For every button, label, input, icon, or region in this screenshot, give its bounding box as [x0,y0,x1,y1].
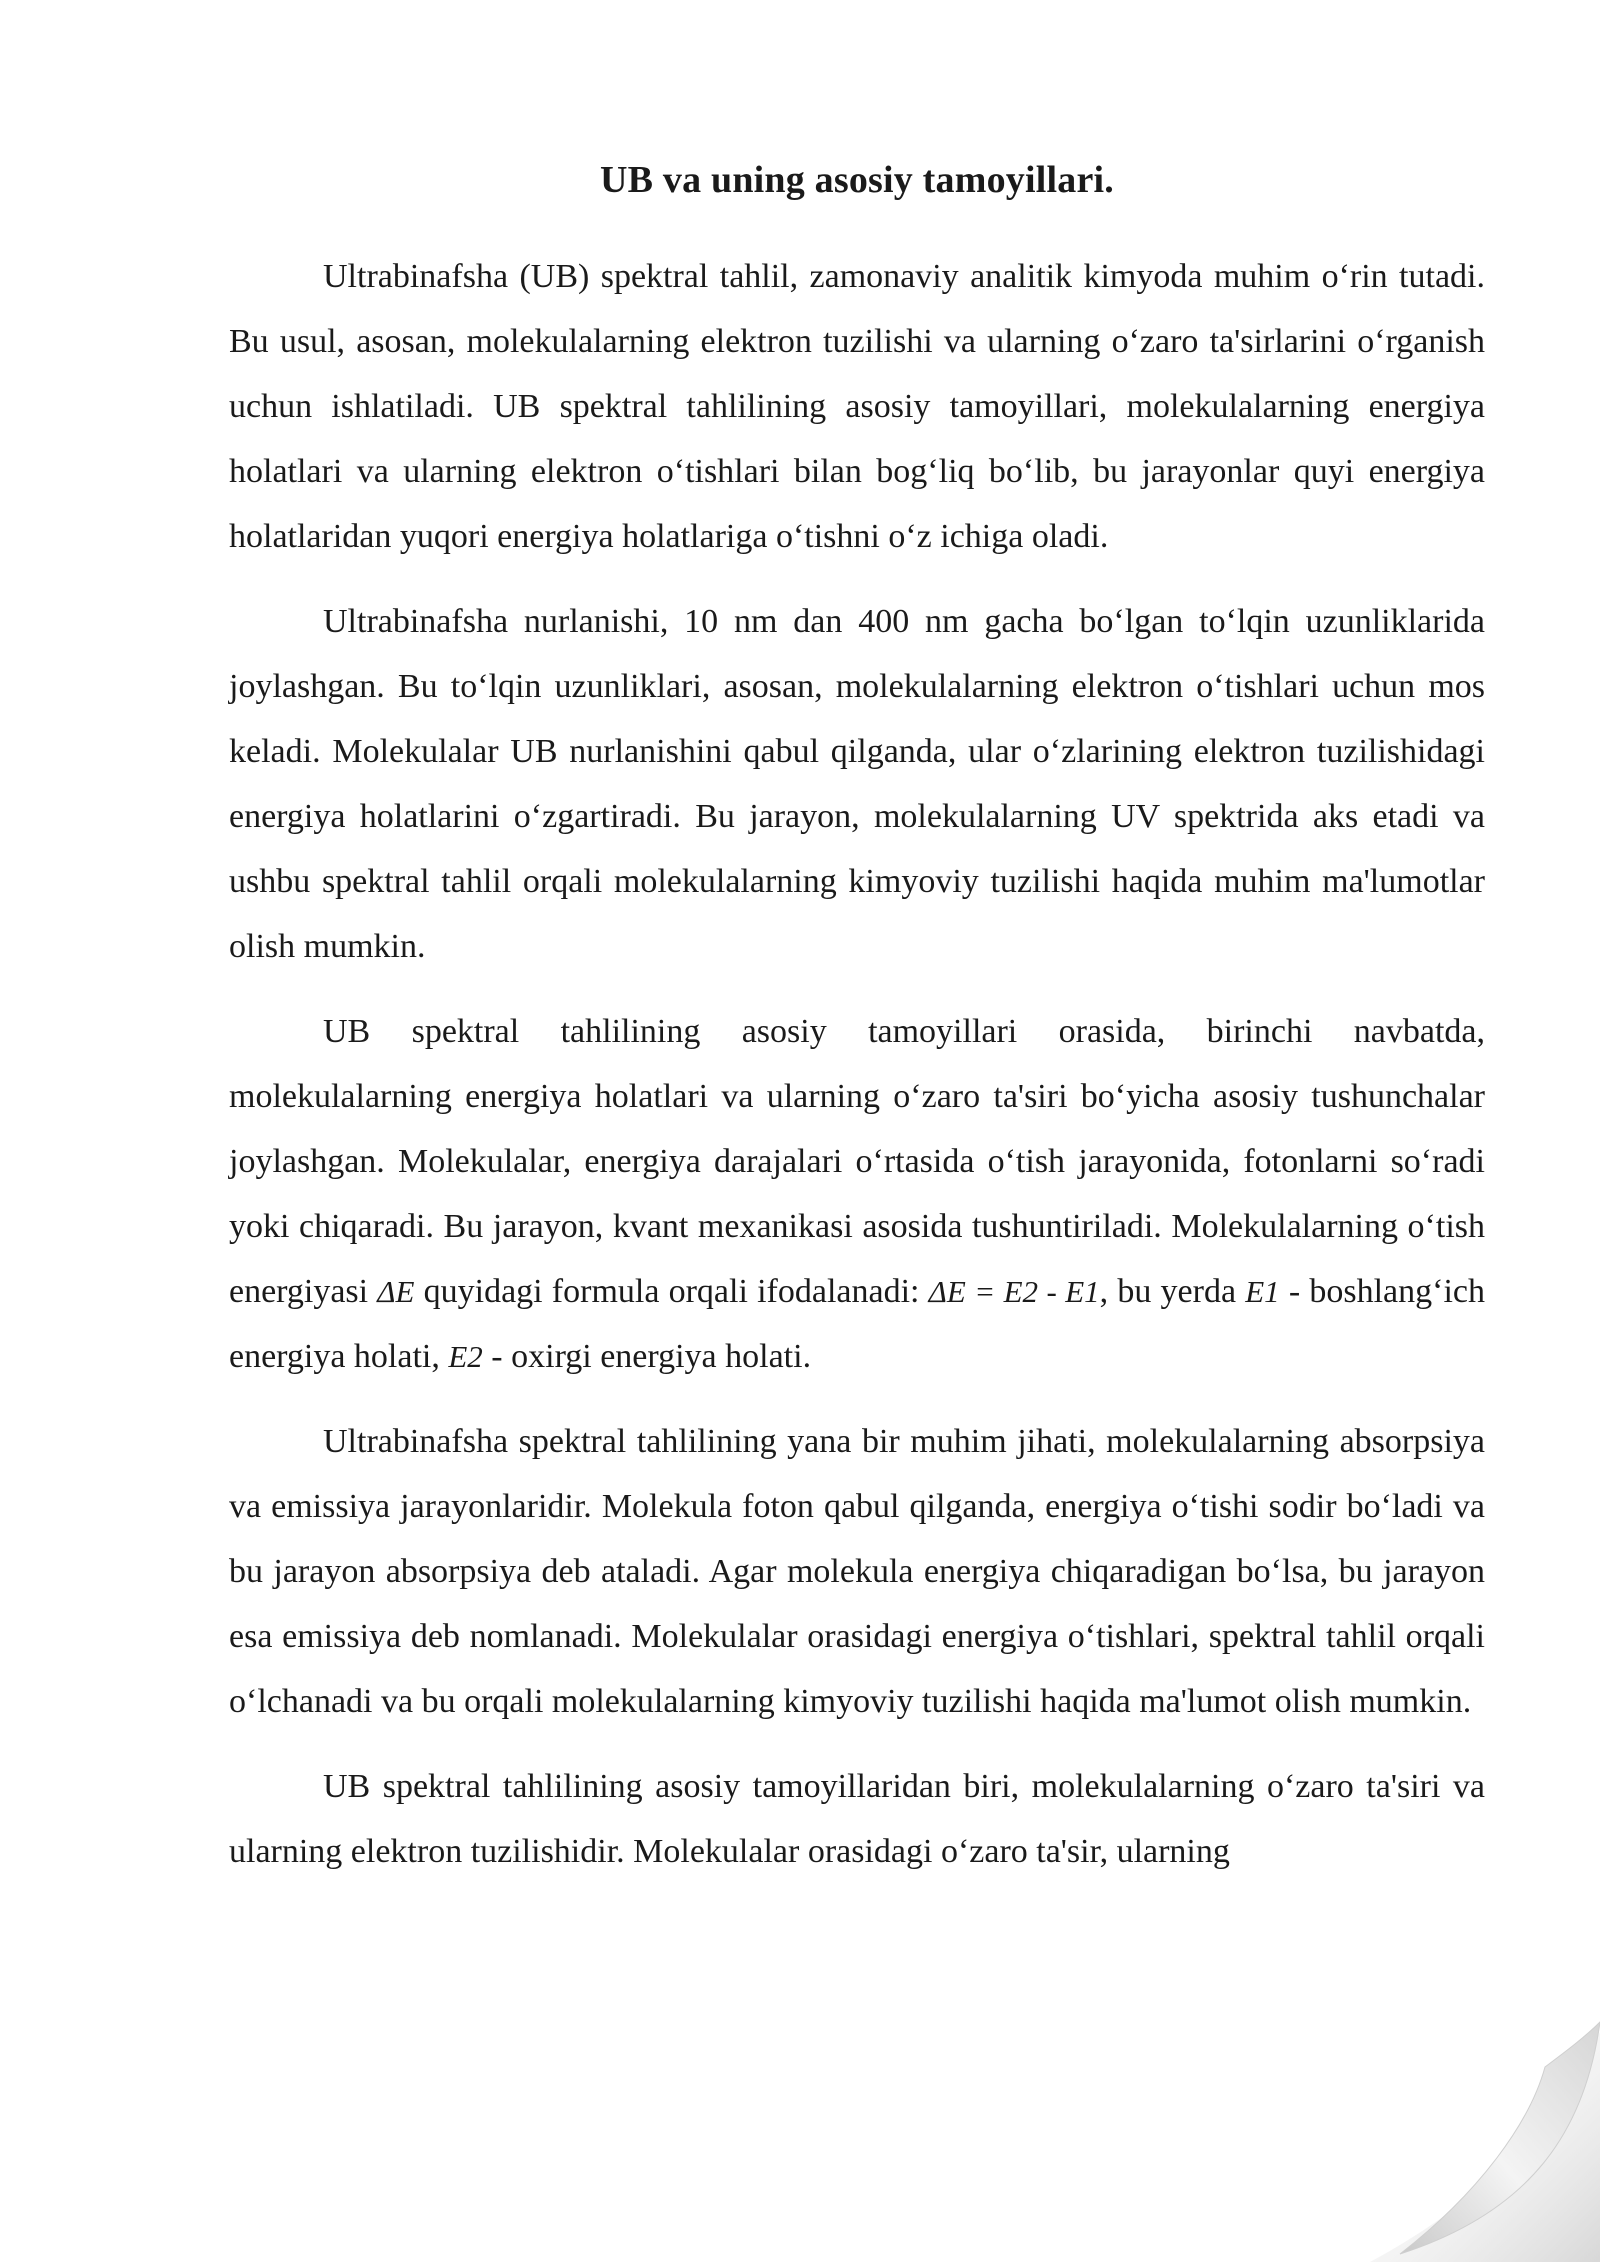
paragraph-3-text-d: - boshlang‘ich energiya holati, [229,1273,1486,1375]
paragraph-2: Ultrabinafsha nurlanishi, 10 nm dan 400 nm gacha bo‘lgan to‘lqin uzunliklarida joylashgan. Bu to‘lqin uzunliklari, asosan, molekulalarning elektron o‘tishlari uchun mos keladi. Molekulalar UB nurlanishini qabul qilganda, ular o‘zlarining elektron tuzilishidagi energiya holatlarini o‘zgartiradi. Bu jarayon, molekulalarning UV spektrida aks etadi va ushbu spektral tahlil orqali molekulalarning kimyoviy tuzilishi haqida muhim ma'lumotlar olish mumkin. [229,603,1485,965]
paragraph-3 [229,999,1485,1389]
paragraph-5: UB spektral tahlilining asosiy tamoyillaridan biri, molekulalarning o‘zaro ta'siri va ularning elektron tuzilishidir. Molekulalar orasidagi o‘zaro ta'sir, ularning [229,1768,1485,1870]
document-title: UB va uning asosiy tamoyillari. [600,159,1114,201]
paragraph-3-text-a: UB spektral tahlilining asosiy tamoyillari orasida, birinchi navbatda, molekulalarning energiya holatlari va ularning o‘zaro ta'siri bo‘yicha asosiy tushunchalar joylashgan. Molekulalar, energiya darajalari o‘rtasida o‘tish jarayonida, fotonlarni so‘radi yoki chiqaradi. Bu jarayon, kvant mexanikasi asosida tushuntiriladi. Molekulalarning o‘tish energiyasi [229,1013,1485,1310]
paragraph-4: Ultrabinafsha spektral tahlilining yana bir muhim jihati, molekulalarning absorpsiya va emissiya jarayonlaridir. Molekula foton qabul qilganda, energiya o‘tishi sodir bo‘ladi va bu jarayon absorpsiya deb ataladi. Agar molekula energiya chiqaradigan bo‘lsa, bu jarayon esa emissiya deb nomlanadi. Molekulalar orasidagi energiya o‘tishlari, spektral tahlil orqali o‘lchanadi va bu orqali molekulalarning kimyoviy tuzilishi haqida ma'lumot olish mumkin. [229,1423,1485,1720]
math-delta-e: ΔE [377,1274,415,1309]
math-e2: E2 [448,1339,483,1374]
math-formula: ΔE = E2 - E1 [928,1274,1100,1309]
paragraph-3-text-e: - oxirgi energiya holati. [482,1338,812,1375]
page-curl-decoration [1300,1962,1600,2262]
document-body [229,150,1485,1904]
paragraph-3-text-c: , bu yerda [1099,1273,1246,1310]
paragraph-3-text-b: quyidagi formula orqali ifodalanadi: [414,1273,929,1310]
math-e1: E1 [1245,1274,1280,1309]
paragraph-1: Ultrabinafsha (UB) spektral tahlil, zamonaviy analitik kimyoda muhim o‘rin tutadi. Bu usul, asosan, molekulalarning elektron tuzilishi va ularning o‘zaro ta'sirlarini o‘rganish uchun ishlatiladi. UB spektral tahlilining asosiy tamoyillari, molekulalarning energiya holatlari va ularning elektron o‘tishlari bilan bog‘liq bo‘lib, bu jarayonlar quyi energiya holatlaridan yuqori energiya holatlariga o‘tishni o‘z ichiga oladi. [229,258,1485,555]
